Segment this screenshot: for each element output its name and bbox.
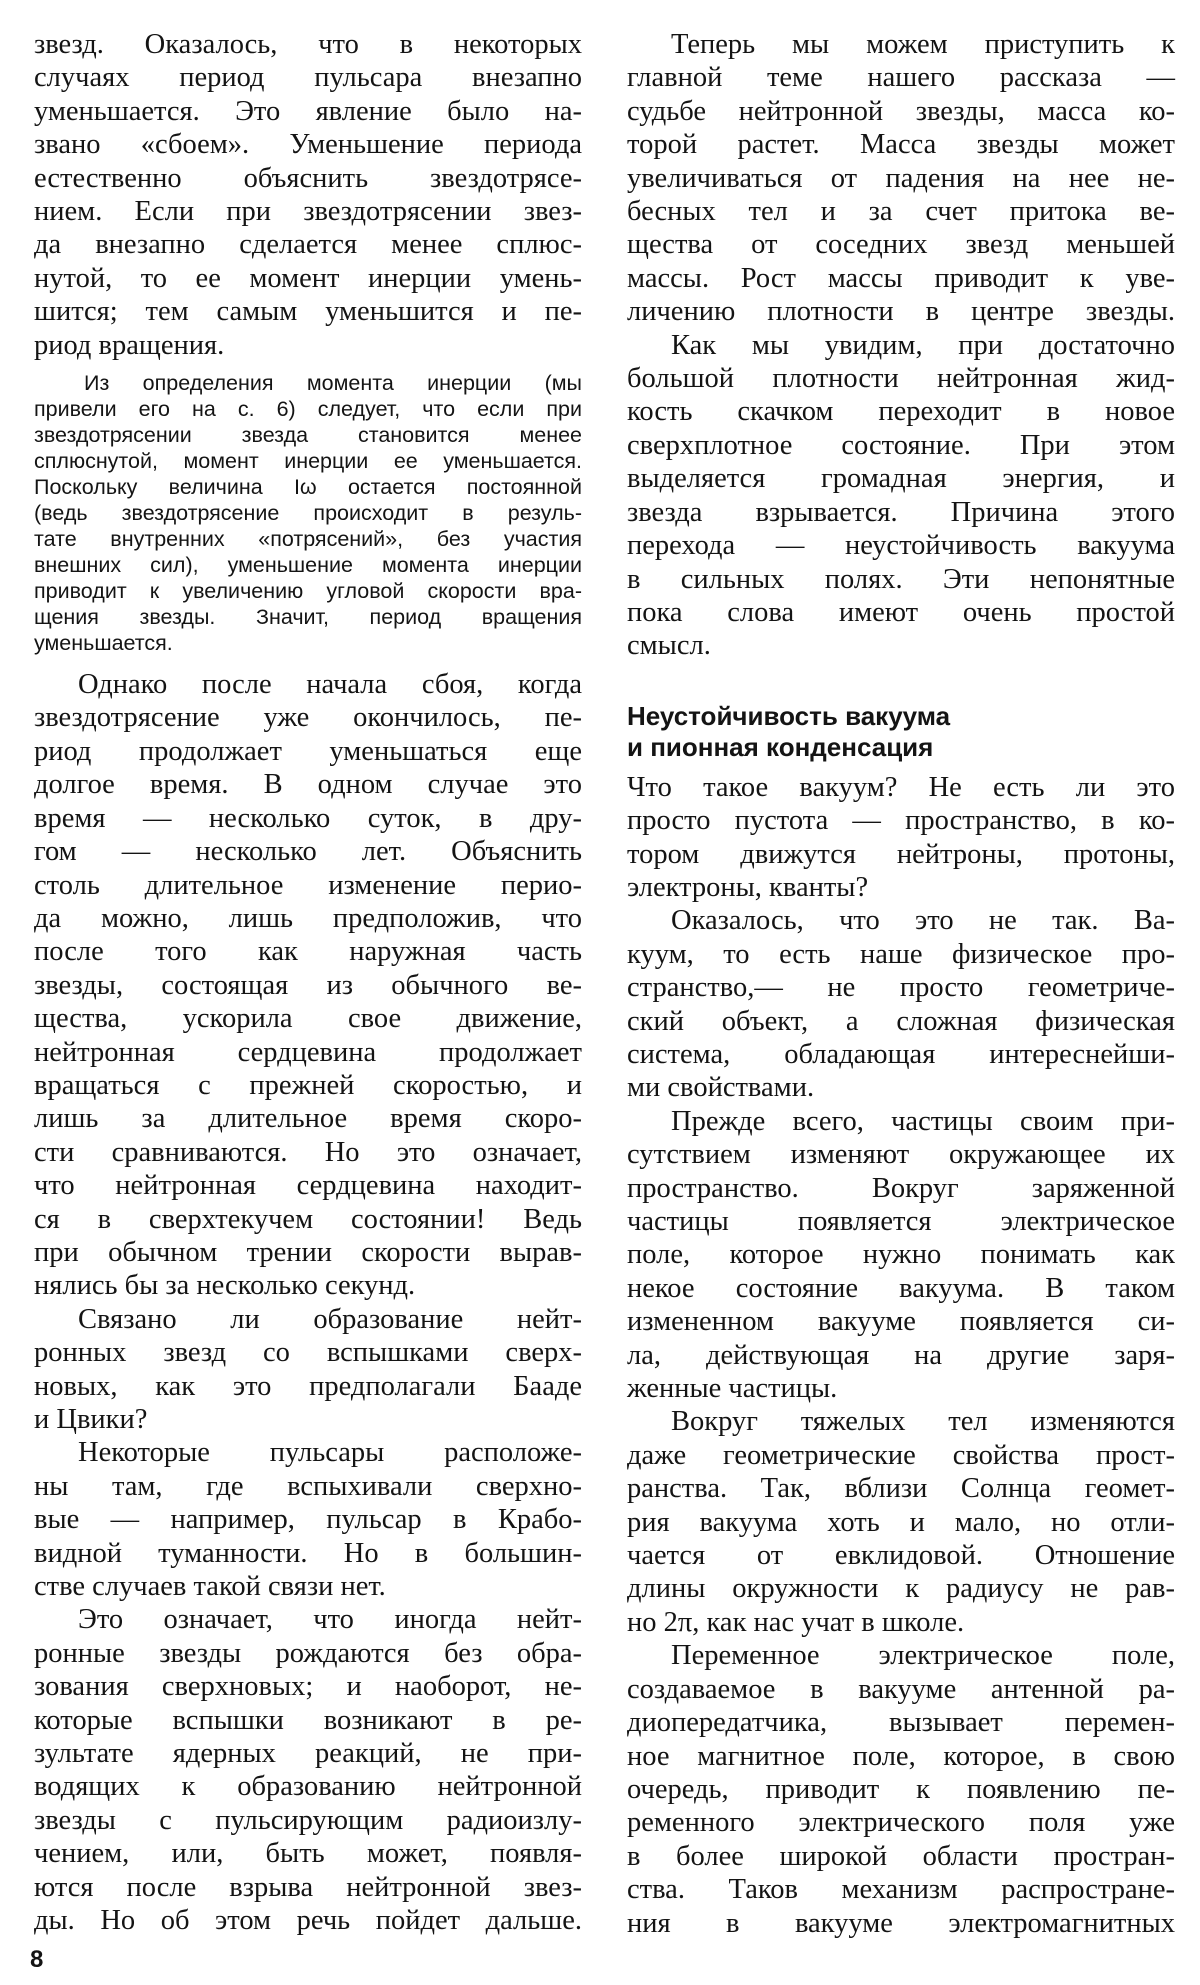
text-line: в сильных полях. Эти непонятные: [627, 563, 1175, 595]
text-line: создаваемое в вакууме антенной ра-: [627, 1673, 1175, 1705]
text-line: уменьшается. Это явление было на-: [34, 95, 582, 127]
text-line: куум, то есть наше физическое про-: [627, 938, 1175, 970]
text-line: видной туманности. Но в большин-: [34, 1537, 582, 1569]
text-line: приводит к увеличению угловой скорости вра-: [34, 579, 582, 604]
paragraph: [34, 1303, 582, 1437]
text-line: ронных звезд со вспышками сверх-: [34, 1337, 582, 1369]
paragraph: [34, 668, 582, 1303]
text-line: пока слова имеют очень простой: [627, 596, 1175, 628]
text-line: привели его на с. 6) следует, что если при: [34, 397, 582, 422]
text-line: нялись бы за несколько секунд.: [34, 1270, 416, 1302]
text-line: ременного электрического поля уже: [627, 1807, 1175, 1839]
text-line: тором движутся нейтроны, протоны,: [627, 838, 1175, 870]
text-line: Из определения момента инерции (мы: [84, 371, 582, 396]
text-line: ства. Таков механизм распростране-: [627, 1874, 1175, 1906]
section-heading: [627, 701, 1175, 763]
text-line: звездотрясение уже окончилось, пе-: [34, 702, 582, 734]
text-line: ранства. Так, вблизи Солнца геомет-: [627, 1473, 1175, 1505]
text-line: щения звезды. Значит, период вращения: [34, 605, 582, 630]
text-line: гом — несколько лет. Объяснить: [34, 836, 582, 868]
text-line: столь длительное изменение перио-: [34, 869, 582, 901]
text-line: ны там, где вспыхивали сверхно-: [34, 1470, 582, 1502]
text-line: нутой, то ее момент инерции умень-: [34, 262, 582, 294]
text-line: женные частицы.: [627, 1373, 838, 1405]
text-line: звано «сбоем». Уменьшение периода: [34, 129, 582, 161]
text-line: естественно объяснить звездотрясе-: [34, 162, 582, 194]
text-line: да внезапно сделается менее сплюс-: [34, 229, 582, 261]
text-line: выделяется громадная энергия, и: [627, 463, 1175, 495]
text-line: просто пустота — пространство, в ко-: [627, 805, 1175, 837]
text-line: вые — например, пульсар в Крабо-: [34, 1504, 582, 1536]
paragraph: [627, 329, 1175, 663]
paragraph: [34, 1436, 582, 1603]
right-column: [627, 28, 1175, 1940]
text-line: поле, которое нужно понимать как: [627, 1239, 1175, 1271]
text-line: вращаться с прежней скоростью, и: [34, 1069, 582, 1101]
text-line: перехода — неустойчивость вакуума: [627, 530, 1175, 562]
text-line: сверхплотное состояние. При этом: [627, 429, 1175, 461]
text-line: нием. Если при звездотрясении звез-: [34, 196, 582, 228]
paragraph: [627, 1105, 1175, 1406]
text-line: ский объект, а сложная физическая: [627, 1005, 1175, 1037]
text-line: Как мы увидим, при достаточно: [671, 329, 1175, 361]
text-line: звезда взрывается. Причина этого: [627, 496, 1175, 528]
text-line: главной теме нашего рассказа —: [627, 62, 1175, 94]
left-column: [34, 28, 582, 1938]
text-line: Некоторые пульсары расположе-: [78, 1437, 582, 1469]
text-line: зования сверхновых; и наоборот, не-: [34, 1671, 582, 1703]
text-line: Поскольку величина Iω остается постоянной: [34, 475, 582, 500]
text-line: сти сравниваются. Но это означает,: [34, 1136, 582, 1168]
text-line: щества от соседних звезд меньшей: [627, 229, 1175, 261]
text-line: личению плотности в центре звезды.: [627, 296, 1175, 328]
text-line: даже геометрические свойства прост-: [627, 1439, 1175, 1471]
text-line: длины окружности к радиусу не рав-: [627, 1573, 1175, 1605]
text-line: лишь за длительное время скоро-: [34, 1103, 582, 1135]
text-line: судьбе нейтронной звезды, масса ко-: [627, 95, 1175, 127]
text-line: очередь, приводит к появлению пе-: [627, 1773, 1175, 1805]
text-line: рия вакуума хоть и мало, но отли-: [627, 1506, 1175, 1538]
text-line: странство,— не просто геометриче-: [627, 972, 1175, 1004]
text-line: уменьшается.: [34, 631, 173, 656]
text-line: звездотрясении звезда становится менее: [34, 423, 582, 448]
text-line: ются после взрыва нейтронной звез-: [34, 1871, 582, 1903]
text-line: система, обладающая интереснейши-: [627, 1038, 1175, 1070]
text-line: после того как наружная часть: [34, 936, 582, 968]
text-line: в более широкой области простран-: [627, 1840, 1175, 1872]
text-line: ния в вакууме электромагнитных: [627, 1907, 1175, 1939]
text-line: внешних сил), уменьшение момента инерции: [34, 553, 582, 578]
text-line: Однако после начала сбоя, когда: [78, 669, 582, 701]
text-line: и Цвики?: [34, 1404, 148, 1435]
text-line: электроны, кванты?: [627, 871, 869, 903]
text-line: но 2π, как нас учат в школе.: [627, 1606, 965, 1638]
paragraph: [627, 904, 1175, 1104]
text-line: щества, ускорила свое движение,: [34, 1003, 582, 1035]
page-number: 8: [30, 1946, 44, 1973]
text-line: да можно, лишь предположив, что: [34, 902, 582, 934]
text-line: чением, или, быть может, появля-: [34, 1838, 582, 1870]
paragraph: [34, 28, 582, 362]
text-line: Переменное электрическое поле,: [671, 1640, 1175, 1672]
text-line: случаях период пульсара внезапно: [34, 62, 582, 94]
text-line: ми свойствами.: [627, 1072, 815, 1104]
text-line: шится; тем самым уменьшится и пе-: [34, 296, 582, 328]
footnote-box: [34, 370, 582, 656]
text-line: сутствием изменяют окружающее их: [627, 1139, 1175, 1171]
text-line: долгое время. В одном случае это: [34, 769, 582, 801]
text-line: Это означает, что иногда нейт-: [78, 1604, 582, 1636]
text-line: Связано ли образование нейт-: [78, 1303, 582, 1335]
text-line: смысл.: [627, 630, 711, 662]
text-line: диопередатчика, вызывает перемен-: [627, 1707, 1175, 1739]
text-line: звезды, состоящая из обычного ве-: [34, 969, 582, 1001]
text-line: Неустойчивость вакуума: [627, 700, 951, 731]
text-line: некое состояние вакуума. В таком: [627, 1272, 1175, 1304]
text-line: ся в сверхтекучем состоянии! Ведь: [34, 1203, 582, 1235]
text-line: которые вспышки возникают в ре-: [34, 1704, 582, 1736]
paragraph: [627, 28, 1175, 329]
text-line: время — несколько суток, в дру-: [34, 802, 582, 834]
paragraph: [627, 1639, 1175, 1940]
text-line: Теперь мы можем приступить к: [671, 29, 1175, 60]
text-line: торой растет. Масса звезды может: [627, 129, 1175, 161]
text-line: ронные звезды рождаются без обра-: [34, 1637, 582, 1669]
text-line: Что такое вакуум? Не есть ли это: [627, 771, 1175, 803]
text-line: ное магнитное поле, которое, в свою: [627, 1740, 1175, 1772]
text-line: кость скачком переходит в новое: [627, 396, 1175, 428]
text-line: и пионная конденсация: [627, 731, 934, 762]
text-line: ла, действующая на другие заря-: [627, 1339, 1175, 1371]
text-line: зультате ядерных реакций, не при-: [34, 1738, 582, 1770]
text-line: тате внутренних «потрясений», без участия: [34, 527, 582, 552]
text-line: звезды с пульсирующим радиоизлу-: [34, 1804, 582, 1836]
text-line: чается от евклидовой. Отношение: [627, 1540, 1175, 1572]
text-line: стве случаев такой связи нет.: [34, 1571, 386, 1603]
text-line: измененном вакууме появляется си-: [627, 1306, 1175, 1338]
text-line: (ведь звездотрясение происходит в резуль-: [34, 501, 582, 526]
text-line: ды. Но об этом речь пойдет дальше.: [34, 1905, 582, 1937]
text-line: новых, как это предполагали Бааде: [34, 1370, 582, 1402]
text-line: большой плотности нейтронная жид-: [627, 363, 1175, 395]
text-line: сплюснутой, момент инерции ее уменьшается.: [34, 449, 582, 474]
text-line: риод вращения.: [34, 329, 225, 361]
text-line: Прежде всего, частицы своим при-: [671, 1105, 1175, 1137]
paragraph: [627, 1405, 1175, 1639]
text-line: бесных тел и за счет притока ве-: [627, 196, 1175, 228]
text-line: частицы появляется электрическое: [627, 1206, 1175, 1237]
text-line: нейтронная сердцевина продолжает: [34, 1036, 582, 1068]
text-line: пространство. Вокруг заряженной: [627, 1172, 1175, 1204]
paragraph: [627, 771, 1175, 905]
text-line: риод продолжает уменьшаться еще: [34, 735, 582, 767]
text-line: Вокруг тяжелых тел изменяются: [671, 1406, 1175, 1438]
text-line: увеличиваться от падения на нее не-: [627, 162, 1175, 194]
text-line: звезд. Оказалось, что в некоторых: [34, 29, 582, 60]
text-line: что нейтронная сердцевина находит-: [34, 1170, 582, 1202]
text-line: Оказалось, что это не так. Ва-: [671, 905, 1175, 937]
text-line: водящих к образованию нейтронной: [34, 1771, 582, 1803]
text-line: при обычном трении скорости вырав-: [34, 1236, 582, 1268]
text-line: массы. Рост массы приводит к уве-: [627, 262, 1175, 294]
paragraph: [34, 1603, 582, 1937]
